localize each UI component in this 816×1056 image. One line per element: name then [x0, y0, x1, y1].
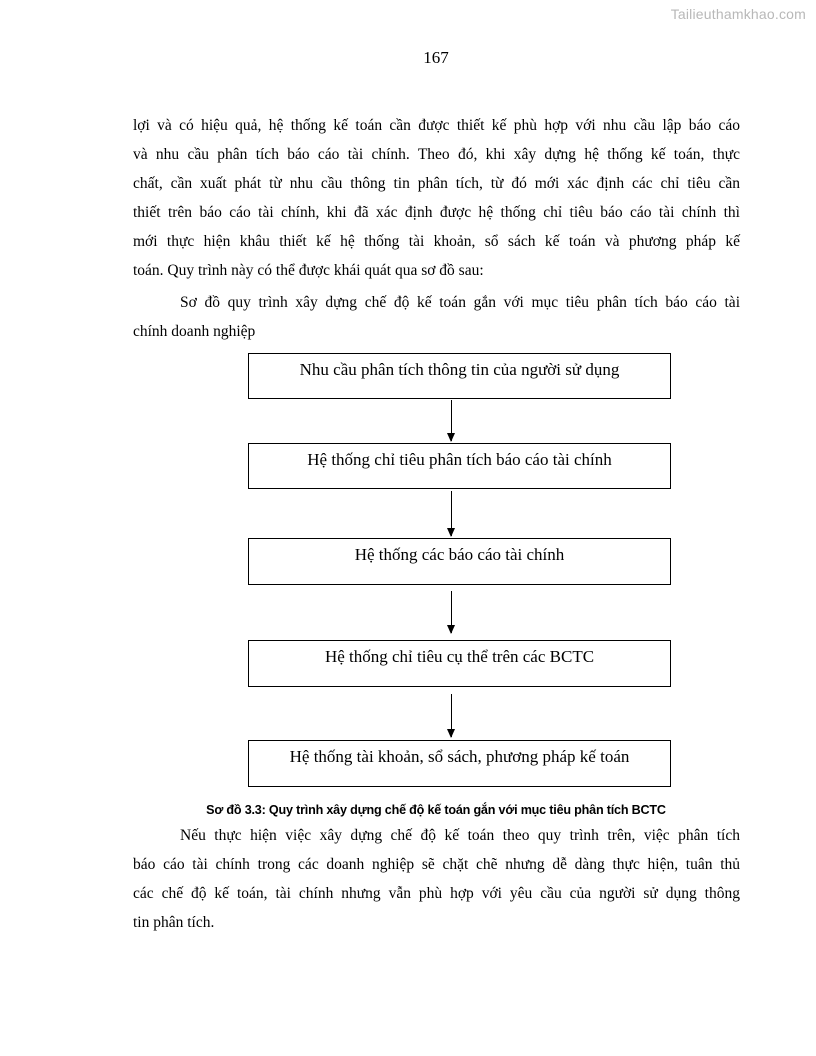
flow-step-box: Hệ thống tài khoản, sổ sách, phương pháp kế toán: [248, 740, 671, 787]
diagram-caption: Sơ đồ 3.3: Quy trình xây dựng chế độ kế toán gắn với mục tiêu phân tích BCTC: [206, 803, 666, 817]
paragraph-line: Sơ đồ quy trình xây dựng chế độ kế toán gắn với mục tiêu phân tích báo cáo tài: [180, 294, 740, 311]
flow-arrow: [451, 491, 452, 536]
paragraph-line: và nhu cầu phân tích báo cáo tài chính. Theo đó, khi xây dựng hệ thống kế toán, thực: [133, 146, 740, 163]
paragraph-line: mới thực hiện khâu thiết kế hệ thống tài khoản, sổ sách kế toán và phương pháp kế: [133, 233, 740, 250]
flow-step-box: Nhu cầu phân tích thông tin của người sử dụng: [248, 353, 671, 399]
flow-step-box: Hệ thống các báo cáo tài chính: [248, 538, 671, 585]
watermark: Tailieuthamkhao.com: [670, 6, 806, 22]
paragraph-line: các chế độ kế toán, tài chính nhưng vẫn phù hợp với yêu cầu của người sử dụng thông: [133, 885, 740, 902]
flow-step-box: Hệ thống chỉ tiêu phân tích báo cáo tài chính: [248, 443, 671, 489]
page-number: 167: [423, 48, 449, 67]
flow-step-box: Hệ thống chỉ tiêu cụ thể trên các BCTC: [248, 640, 671, 687]
paragraph-line: tin phân tích.: [133, 914, 215, 931]
paragraph-line: toán. Quy trình này có thể được khái quát qua sơ đồ sau:: [133, 262, 484, 279]
paragraph-line: chất, cần xuất phát từ nhu cầu thông tin phân tích, từ đó mới xác định các chỉ tiêu cần: [133, 175, 740, 192]
flow-arrow: [451, 694, 452, 737]
paragraph-line: lợi và có hiệu quả, hệ thống kế toán cần được thiết kế phù hợp với nhu cầu lập báo cáo: [133, 117, 740, 134]
paragraph-line: báo cáo tài chính trong các doanh nghiệp sẽ chặt chẽ nhưng dễ dàng thực hiện, tuân thủ: [133, 856, 740, 873]
paragraph-line: chính doanh nghiệp: [133, 323, 256, 340]
paragraph-line: Nếu thực hiện việc xây dựng chế độ kế toán theo quy trình trên, việc phân tích: [180, 827, 740, 844]
paragraph-line: thiết trên báo cáo tài chính, khi đã xác định được hệ thống chỉ tiêu báo cáo tài chính thì: [133, 204, 740, 221]
flow-arrow: [451, 591, 452, 633]
flow-arrow: [451, 400, 452, 441]
